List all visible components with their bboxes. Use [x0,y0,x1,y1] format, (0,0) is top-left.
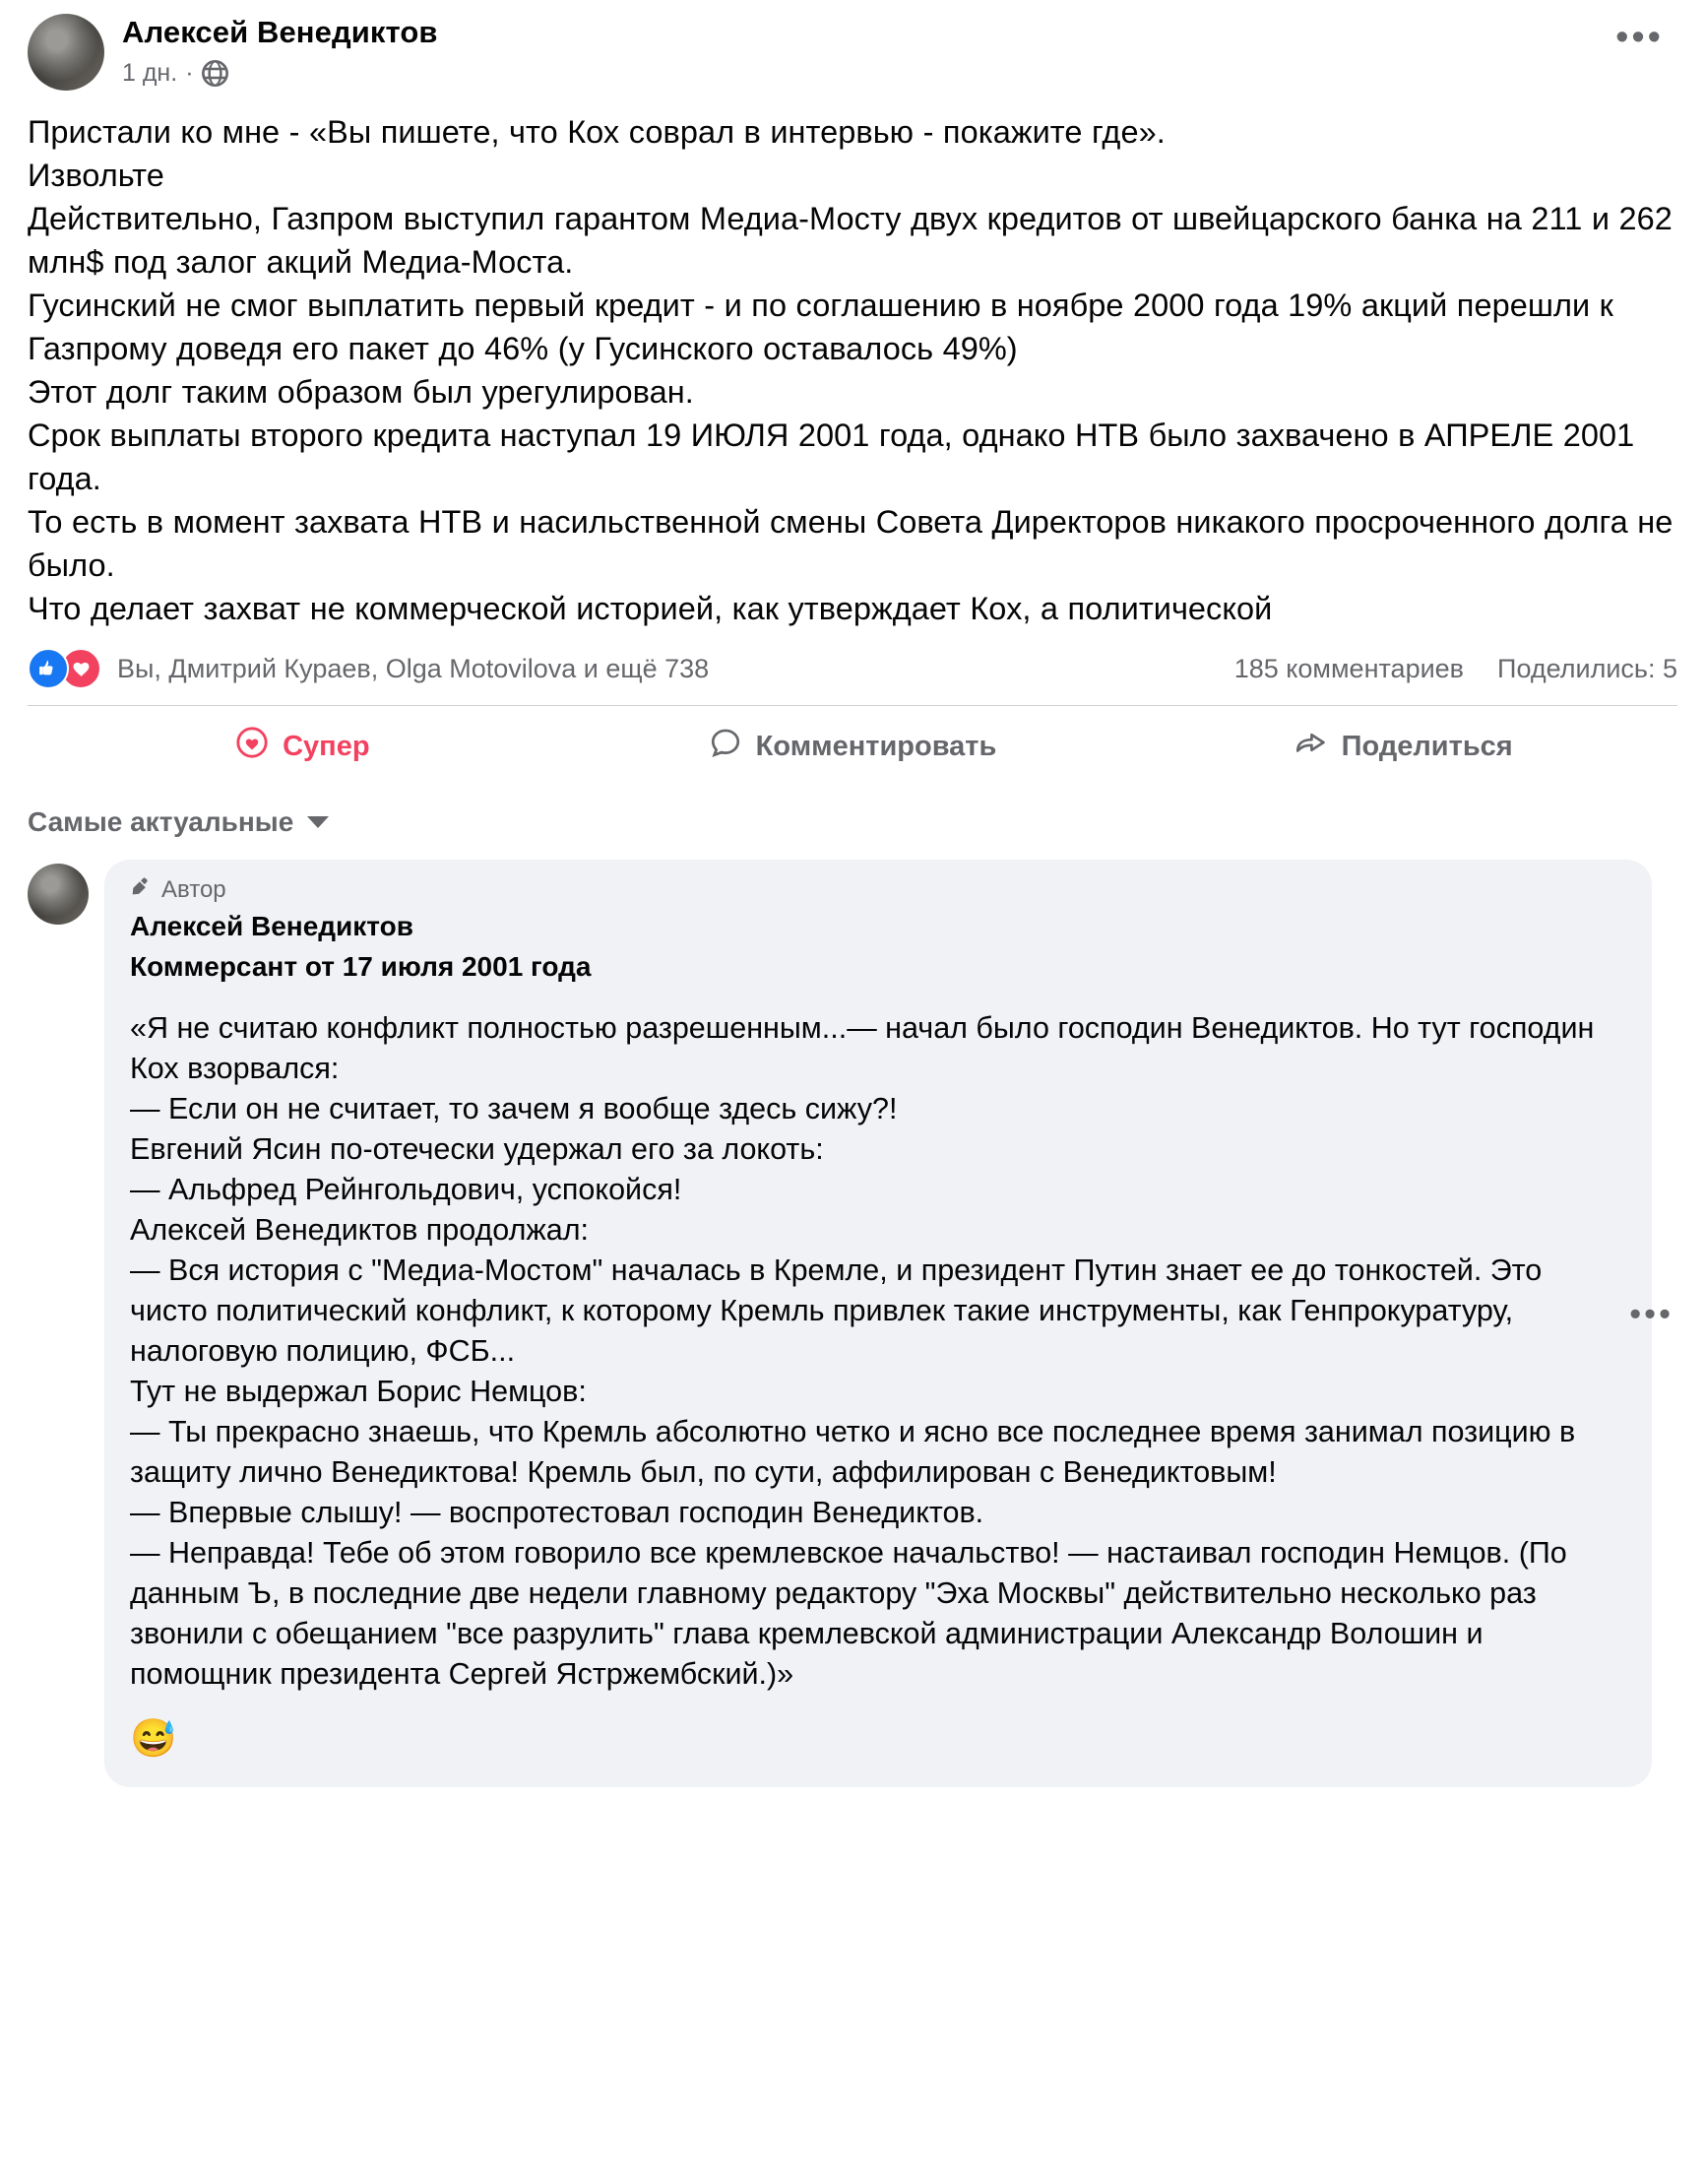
share-arrow-icon [1293,726,1328,767]
comment-label: Комментировать [755,730,997,762]
share-label: Поделиться [1341,730,1513,762]
comments-count[interactable]: 185 комментариев [1233,653,1465,683]
meta-separator: · [185,59,194,87]
comment-line: — Впервые слышу! — воспротестовал господин Венедиктов. [130,1496,984,1529]
reaction-summary [28,648,1677,705]
comment-bubble [104,860,1652,1787]
post-line: Действительно, Газпром выступил гарантом Медиа-Мосту двух кредитов от швейцарского банка на 211 и 262 млн$ под залог акций Медиа-Моста. [28,201,1673,280]
globe-icon[interactable] [202,60,228,87]
comment-line: Евгений Ясин по-отечески удержал его за локоть: [130,1132,824,1166]
react-label: Супер [283,730,370,762]
shares-count[interactable]: Поделились: 5 [1497,653,1677,683]
comment-line: Тут не выдержал Борис Немцов: [130,1375,587,1408]
post-timestamp[interactable]: 1 дн. [122,59,178,87]
comment-more-options-icon[interactable]: ••• [1629,1295,1673,1333]
post-line: Извольте [28,158,164,193]
comment-sort-selector[interactable] [28,791,1677,842]
author-badge [130,875,1626,904]
post-line: Этот долг таким образом был урегулирован. [28,374,694,410]
more-options-icon[interactable]: ••• [1615,17,1664,58]
post-line: То есть в момент захвата НТВ и насильственной смены Совета Директоров никакого просроченного долга не было. [28,504,1673,583]
comment-line: — Ты прекрасно знаешь, что Кремль абсолютно четко и ясно все последнее время занимал позицию в защиту лично Венедиктова! Кремль был, по сути, аффилирован с Венедиктовым! [130,1415,1576,1489]
post-line: Пристали ко мне - «Вы пишете, что Кох соврал в интервью - покажите где». [28,114,1166,150]
comment-line: — Если он не считает, то зачем я вообще здесь сижу?! [130,1092,898,1125]
comment-line: — Неправда! Тебе об этом говорило все кремлевское начальство! — настаивал господин Немцов. (По данным Ъ, в последние две недели главному редактору "Эха Москвы" действительно несколько раз звонили с обещанием "все разрулить" глава кремлевской администрации Александр Волошин и помощник президента Сергей Ястржембский.)» [130,1536,1567,1691]
post-line: Гусинский не смог выплатить первый кредит - и по соглашению в ноябре 2000 года 19% акций перешли к Газпрому доведя его пакет до 46% (у Гусинского оставалось 49%) [28,288,1613,366]
chevron-down-icon [307,816,329,828]
reaction-counts [1234,654,1677,684]
microphone-icon [130,875,152,904]
comment-sort-label: Самые актуальные [28,806,294,837]
post-line: Что делает захват не коммерческой историей, как утверждает Кох, а политической [28,591,1273,626]
author-badge-label: Автор [161,875,226,903]
post-author-block [122,14,438,88]
comment-emoji: 😅 [130,1718,177,1760]
react-button[interactable] [28,716,578,777]
comment-bubble-icon [709,726,742,767]
comment-avatar[interactable] [28,864,89,925]
comment-line: — Вся история с "Медиа-Мостом" началась в Кремле, и президент Путин знает ее до тонкостей. Это чисто политический конфликт, к которому Кремль привлек такие инструменты, как Генпрокуратуру, налоговую полицию, ФСБ... [130,1253,1543,1368]
post-line: Срок выплаты второго кредита наступал 19 ИЮЛЯ 2001 года, однако НТВ было захвачено в АПРЕЛЕ 2001 года. [28,418,1635,496]
avatar[interactable] [28,14,104,91]
heart-outline-icon [235,726,269,767]
post-text [28,110,1677,630]
post-header [28,0,1677,91]
comment-author-name[interactable]: Алексей Венедиктов [130,911,413,941]
comment-line: Алексей Венедиктов продолжал: [130,1213,590,1247]
comment-line: «Я не считаю конфликт полностью разрешенным...— начал было господин Венедиктов. Но тут господин Кох взорвался: [130,1011,1595,1085]
share-button[interactable] [1127,716,1677,777]
thumbs-up-icon [28,648,69,689]
reaction-icons[interactable] [28,648,101,689]
comment-item [28,842,1677,1787]
post-meta [122,58,438,88]
comment-line: — Альфред Рейнгольдович, успокойся! [130,1173,682,1206]
post-author-name[interactable]: Алексей Венедиктов [122,15,438,49]
comment-source: Коммерсант от 17 июля 2001 года [130,951,592,982]
post-action-bar [28,706,1677,791]
reaction-names[interactable]: Вы, Дмитрий Кураев, Olga Motovilova и ещё 738 [117,653,710,683]
comment-text [130,1008,1626,1695]
comment-button[interactable] [578,716,1128,777]
